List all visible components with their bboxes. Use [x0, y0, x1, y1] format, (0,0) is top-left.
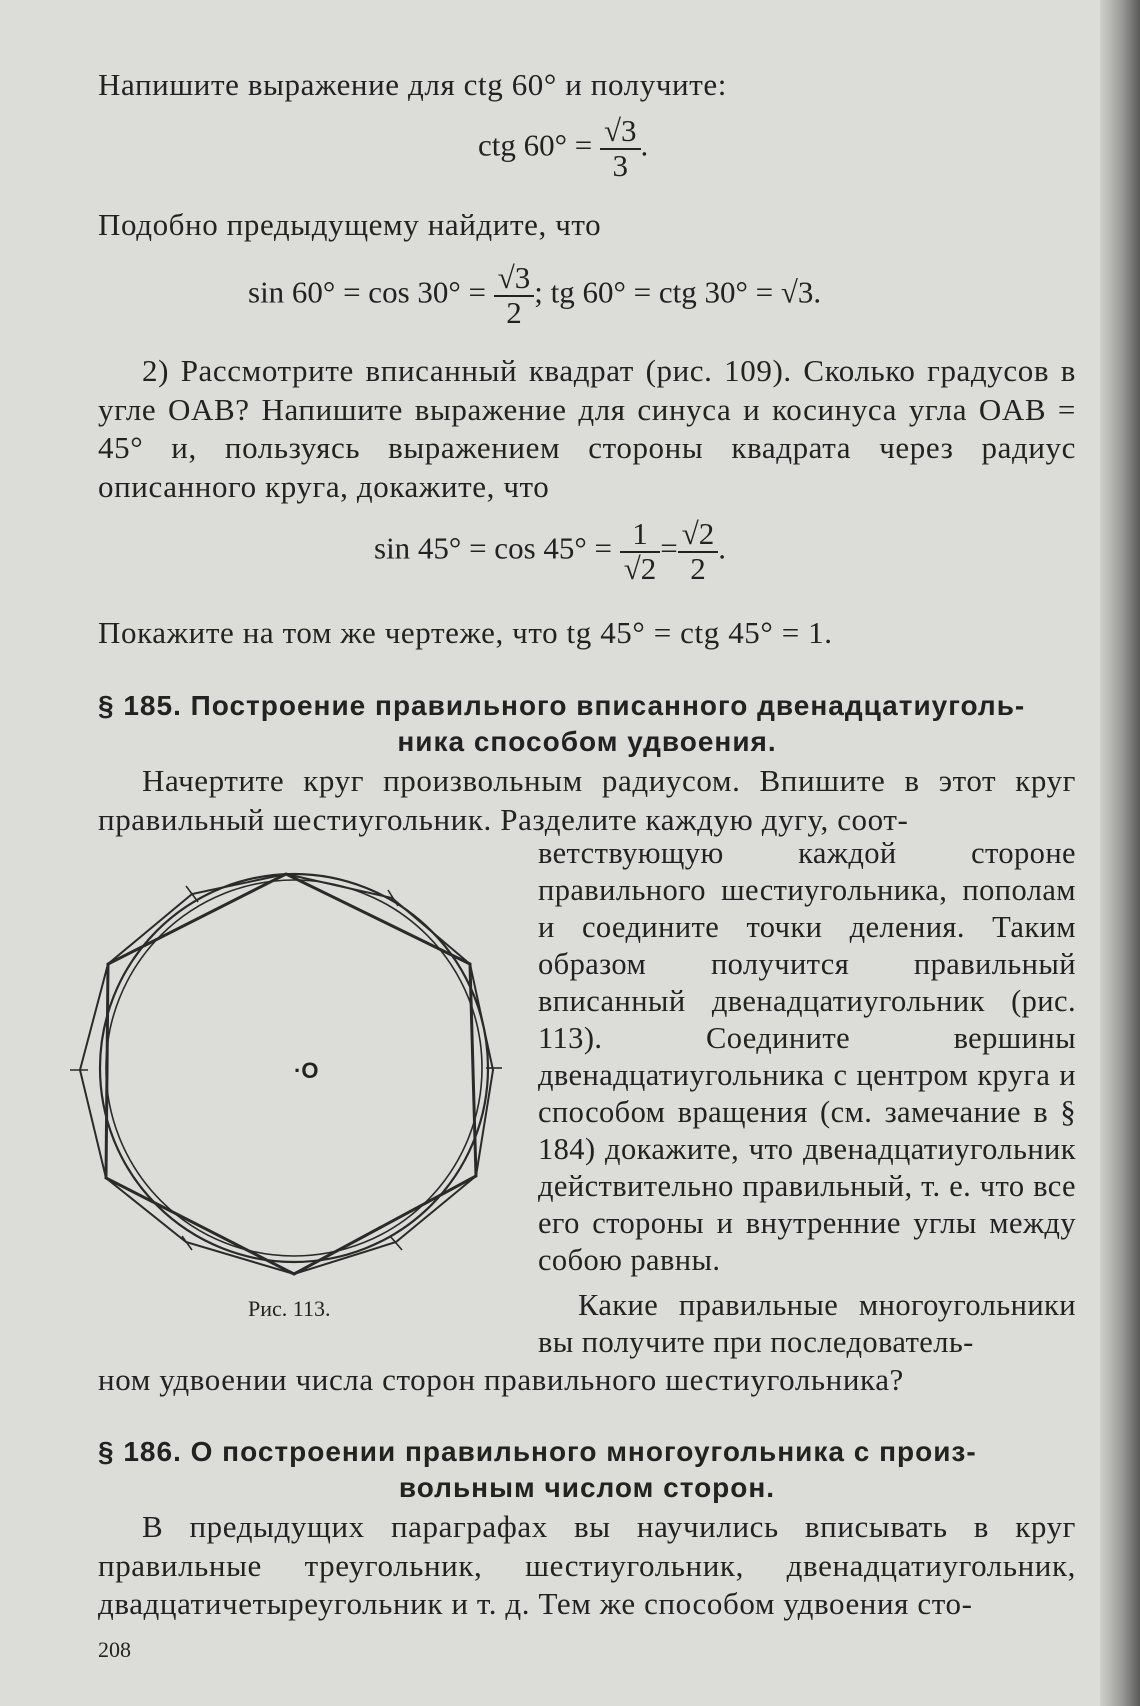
- section-185-title-line1: § 185. Построение правильного вписанного двенадцатиуголь-: [98, 690, 1026, 721]
- formula-sin45: [374, 518, 726, 585]
- fraction-sqrt3-over-2: [494, 262, 535, 329]
- paragraph-186: В предыдущих параграфах вы научились вписывать в круг правильные треугольник, шестиугольник, двенадцатиугольник, двадцатичетыреугольник и т. д. Тем же способом удвоения сто-: [98, 1509, 1076, 1621]
- text-tg45: Покажите на том же чертеже, что tg 45° = ctg 45° = 1.: [98, 615, 833, 650]
- paragraph-185-intro: Начертите круг произвольным радиусом. Впишите в этот круг правильный шестиугольник. Разделите каждую дугу, соот-: [98, 763, 1076, 837]
- section-186-title-line1: § 186. О построении правильного многоугольника с произ-: [98, 1436, 977, 1467]
- formula-ctg60-lhs: ctg 60° =: [478, 127, 593, 163]
- fraction-den: 3: [612, 147, 629, 183]
- fraction-den: √2: [623, 550, 657, 586]
- formula-ctg60: [478, 115, 648, 182]
- formula-tg60: ; tg 60° = ctg 30° = √3.: [534, 274, 822, 310]
- fraction-den: 2: [690, 550, 706, 586]
- fraction-num: 1: [620, 518, 661, 553]
- figure-caption: Рис. 113.: [248, 1296, 331, 1321]
- fraction-1-over-sqrt2: [620, 518, 661, 585]
- page-number: 208: [98, 1637, 131, 1662]
- paragraph-185-question: Какие правильные многоугольники вы получите при последователь-: [538, 1288, 1076, 1359]
- fraction-den: 2: [506, 294, 522, 330]
- text-similar: Подобно предыдущему найдите, что: [98, 207, 602, 242]
- dodecagon: [80, 874, 493, 1274]
- section-186-heading: [98, 1434, 1076, 1506]
- text-ctg60-intro: Напишите выражение для ctg 60° и получите:: [98, 67, 727, 102]
- paragraph-185-wrapped: ветствующую каждой стороне правильного шестиугольника, пополам и соедините точки деления. Таким образом получится правильный вписанный двенадцатиугольник (рис. 113). Соедините вершины двенадцатиугольника с центром круга и способом вращения (см. замечание в § 184) докажите, что двенадцатиугольник действительно правильный, т. е. что все его стороны и внутренние углы между собою равны.: [538, 836, 1076, 1277]
- fraction-num: √2: [678, 518, 719, 553]
- fraction-sqrt3-over-3: [600, 115, 641, 182]
- formula-sin45-lhs: sin 45° = cos 45° =: [374, 530, 613, 566]
- fraction-num: √3: [494, 262, 535, 297]
- formula-end: .: [718, 530, 727, 566]
- center-label-O: ·O: [294, 1058, 319, 1083]
- fraction-num: √3: [600, 115, 641, 150]
- paragraph-square: 2) Рассмотрите вписанный квадрат (рис. 109). Сколько градусов в угле OAB? Напишите выражение для синуса и косинуса угла OAB = 45° и, пользуясь выражением стороны квадрата через радиус описанного круга, докажите, что: [98, 353, 1076, 504]
- section-185-heading: [98, 688, 1076, 760]
- page-edge-shadow: [1100, 0, 1140, 1706]
- formula-sin60-lhs: sin 60° = cos 30° =: [248, 274, 487, 310]
- section-185-title-line2: ника способом удвоения.: [397, 726, 777, 757]
- section-186-title-line2: вольным числом сторон.: [398, 1472, 776, 1503]
- paragraph-185-question-end: ном удвоении числа сторон правильного шестиугольника?: [98, 1362, 904, 1397]
- figure-dodecagon-diagram: [62, 840, 522, 1300]
- formula-eq: =: [660, 530, 678, 566]
- fraction-sqrt2-over-2: [678, 518, 719, 585]
- formula-end: .: [640, 127, 649, 163]
- formula-sin60: [248, 262, 821, 329]
